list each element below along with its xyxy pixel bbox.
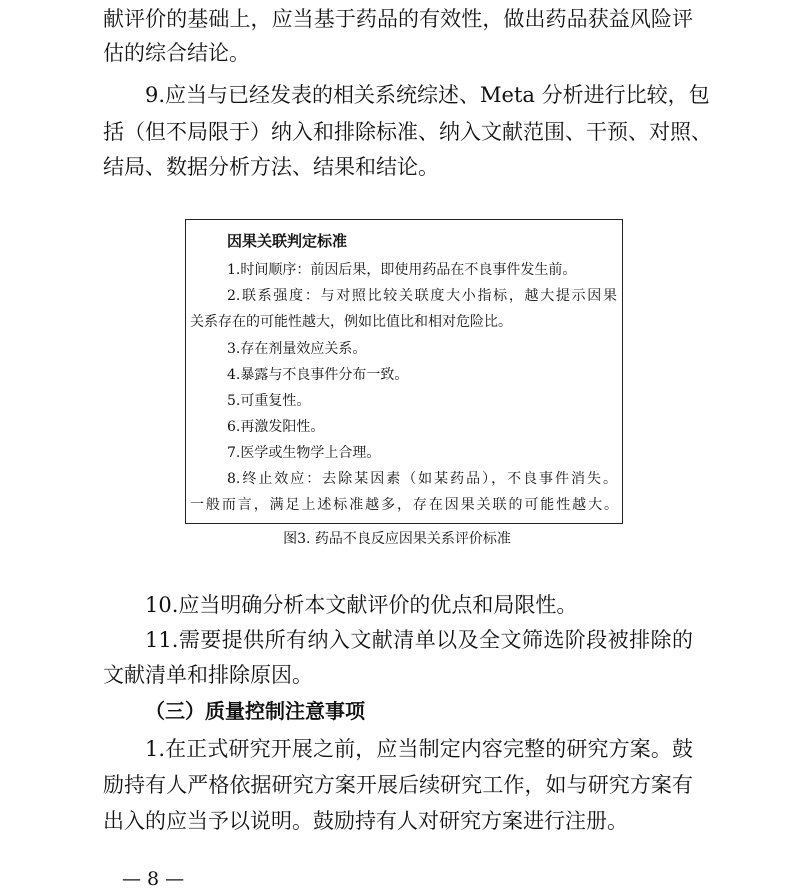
box-line: 7.医学或生物学上合理。: [227, 445, 381, 461]
body-text-line: 10.应当明确分析本文献评价的优点和局限性。: [145, 593, 578, 617]
body-text-line: 1.在正式研究开展之前，应当制定内容完整的研究方案。鼓: [145, 737, 693, 761]
box-line: 3.存在剂量效应关系。: [227, 341, 367, 357]
body-text-line: 估的综合结论。: [103, 41, 250, 65]
body-text-line: 9.应当与已经发表的相关系统综述、Meta 分析进行比较，包: [145, 83, 710, 107]
box-line: 2.联系强度：与对照比较关联度大小指标，越大提示因果: [227, 288, 617, 304]
page-number: — 8 —: [122, 868, 185, 890]
box-line: 1.时间顺序：前因后果，即使用药品在不良事件发生前。: [227, 262, 577, 278]
body-text-line: 献评价的基础上，应当基于药品的有效性，做出药品获益风险评: [103, 7, 693, 31]
box-line: 4.暴露与不良事件分布一致。: [227, 367, 409, 383]
body-text-line: 文献清单和排除原因。: [103, 663, 313, 687]
box-title: 因果关联判定标准: [227, 232, 348, 250]
body-text-line: 11.需要提供所有纳入文献清单以及全文筛选阶段被排除的: [145, 628, 693, 652]
body-text-line: 励持有人严格依据研究方案开展后续研究工作，如与研究方案有: [103, 773, 693, 797]
figure-caption: 图3. 药品不良反应因果关系评价标准: [283, 531, 511, 547]
box-line: 5.可重复性。: [227, 393, 311, 409]
box-line: 6.再激发阳性。: [227, 419, 325, 435]
box-line: 8.终止效应：去除某因素（如某药品），不良事件消失。: [227, 471, 617, 487]
body-text-line: 结局、数据分析方法、结果和结论。: [103, 155, 439, 179]
box-line: 关系存在的可能性越大，例如比值比和相对危险比。: [190, 314, 512, 330]
causality-criteria-box: [185, 219, 623, 524]
body-text-line: 括（但不局限于）纳入和排除标准、纳入文献范围、干预、对照、: [103, 120, 712, 144]
section-heading: （三）质量控制注意事项: [145, 699, 365, 723]
body-text-line: 出入的应当予以说明。鼓励持有人对研究方案进行注册。: [103, 809, 628, 833]
box-line: 一般而言，满足上述标准越多，存在因果关联的可能性越大。: [190, 497, 618, 513]
